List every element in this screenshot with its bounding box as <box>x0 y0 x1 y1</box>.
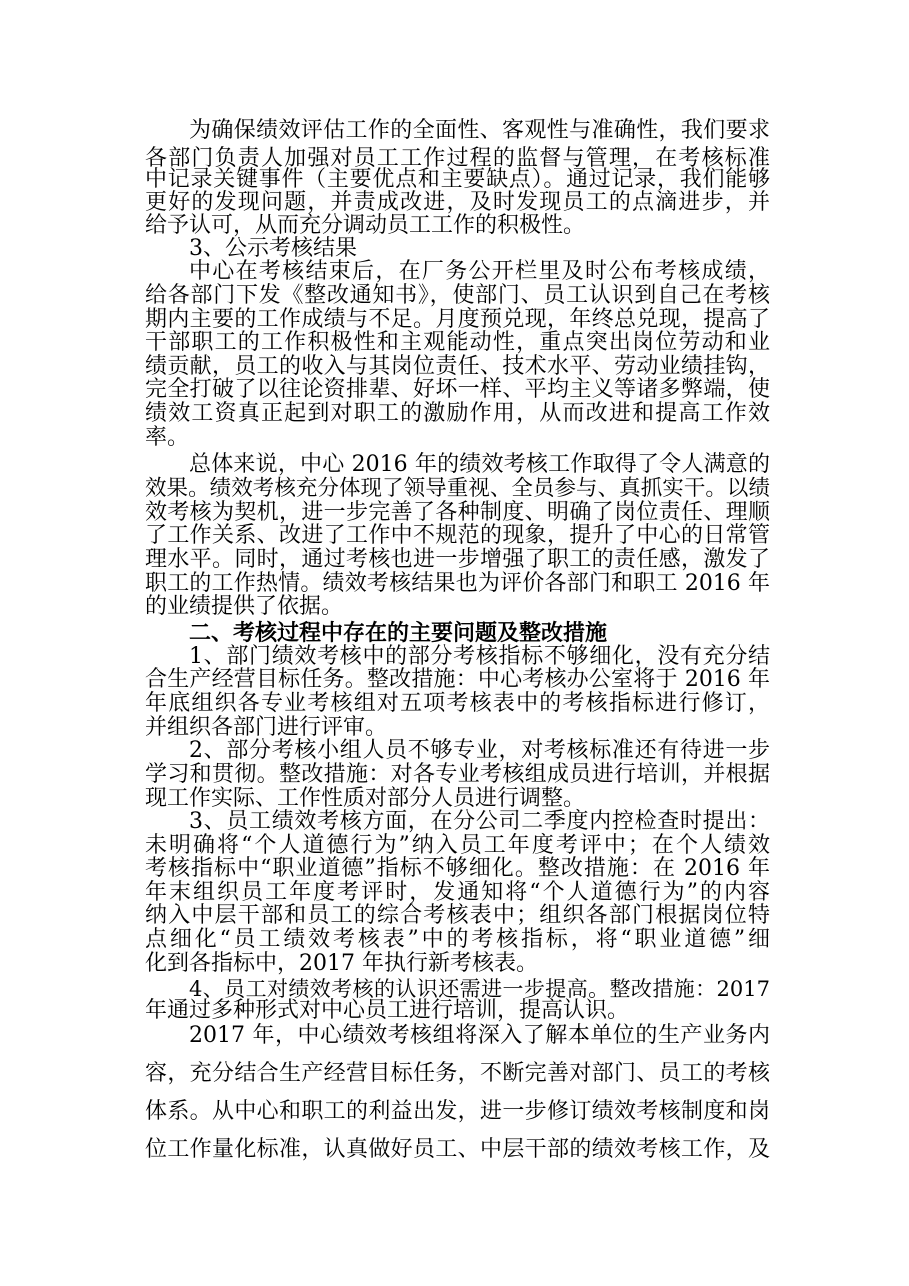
para-1-line-4: 更好的发现问题，并责成改进，及时发现员工的点滴进步，并 <box>145 190 770 215</box>
para-1-line-2: 各部门负责人加强对员工工作过程的监督与管理，在考核标准 <box>145 146 770 171</box>
para-8-line-4: 位工作量化标准，认真做好员工、中层干部的绩效考核工作，及 <box>145 1137 770 1162</box>
para-6-line-1: 3、员工绩效考核方面，在分公司二季度内控检查时提出： <box>189 809 770 834</box>
para-2-line-4: 干部职工的工作积极性和主观能动性，重点突出岗位劳动和业 <box>145 330 770 355</box>
para-3-line-5: 理水平。同时，通过考核也进一步增强了职工的责任感，激发了 <box>145 547 770 572</box>
para-6-line-7: 化到各指标中，2017 年执行新考核表。 <box>145 951 538 976</box>
para-6-line-5: 纳入中层干部和员工的综合考核表中；组织各部门根据岗位特 <box>145 903 770 928</box>
para-1-line-5: 给予认可，从而充分调动员工工作的积极性。 <box>145 213 586 238</box>
para-8-line-2: 容，充分结合生产经营目标任务，不断完善对部门、员工的考核 <box>145 1061 770 1086</box>
para-5-line-3: 现工作实际、工作性质对部分人员进行调整。 <box>145 786 586 811</box>
para-2-line-1: 中心在考核结束后，在厂务公开栏里及时公布考核成绩， <box>189 259 770 284</box>
para-3-line-2: 效果。绩效考核充分体现了领导重视、全员参与、真抓实干。以绩 <box>145 476 770 501</box>
para-7-line-1: 4、员工对绩效考核的认识还需进一步提高。整改措施：2017 <box>189 977 770 1001</box>
para-3-line-6: 职工的工作热情。绩效考核结果也为评价各部门和职工 2016 年 <box>145 571 770 596</box>
para-4-line-4: 并组织各部门进行评审。 <box>145 715 388 740</box>
para-2-line-6: 完全打破了以往论资排辈、好坏一样、平均主义等诸多弊端，使 <box>145 377 770 402</box>
para-2-line-7: 绩效工资真正起到对职工的激励作用，从而改进和提高工作效 <box>145 401 770 426</box>
para-4-line-3: 年底组织各专业考核组对五项考核表中的考核指标进行修订， <box>145 691 770 716</box>
para-4-line-1: 1、部门绩效考核中的部分考核指标不够细化，没有充分结 <box>189 644 770 669</box>
para-8-line-3: 体系。从中心和职工的利益出发，进一步修订绩效考核制度和岗 <box>145 1099 770 1124</box>
para-6-line-4: 年末组织员工年度考评时，发通知将“个人道德行为”的内容 <box>145 880 770 905</box>
section-heading-problems: 二、考核过程中存在的主要问题及整改措施 <box>189 620 608 646</box>
heading-publish-results: 3、公示考核结果 <box>189 236 357 261</box>
para-1-line-3: 中记录关键事件（主要优点和主要缺点）。通过记录，我们能够 <box>145 167 770 192</box>
para-3-line-1: 总体来说，中心 2016 年的绩效考核工作取得了令人满意的 <box>189 452 770 477</box>
para-3-line-7: 的业绩提供了依据。 <box>145 594 344 619</box>
para-6-line-3: 考核指标中“职业道德”指标不够细化。整改措施：在 2016 年 <box>145 856 770 881</box>
para-3-line-4: 了工作关系、改进了工作中不规范的现象，提升了中心的日常管 <box>145 523 770 548</box>
para-7-line-2: 年通过多种形式对中心员工进行培训，提高认识。 <box>145 998 630 1023</box>
para-2-line-8: 率。 <box>145 425 190 450</box>
para-5-line-2: 学习和贯彻。整改措施：对各专业考核组成员进行培训，并根据 <box>145 762 770 787</box>
para-5-line-1: 2、部分考核小组人员不够专业，对考核标准还有待进一步 <box>189 738 770 763</box>
para-4-line-2: 合生产经营目标任务。整改措施：中心考核办公室将于 2016 年 <box>145 667 770 692</box>
para-1-line-1: 为确保绩效评估工作的全面性、客观性与准确性，我们要求 <box>189 118 770 143</box>
para-2-line-3: 期内主要的工作成绩与不足。月度预兑现，年终总兑现，提高了 <box>145 307 770 332</box>
para-2-line-5: 绩贡献，员工的收入与其岗位责任、技术水平、劳动业绩挂钩， <box>145 354 770 379</box>
para-8-line-1: 2017 年，中心绩效考核组将深入了解本单位的生产业务内 <box>189 1023 770 1048</box>
para-6-line-2: 未明确将“个人道德行为”纳入员工年度考评中；在个人绩效 <box>145 833 770 858</box>
para-2-line-2: 给各部门下发《整改通知书》，使部门、员工认识到自己在考核 <box>145 283 770 308</box>
para-6-line-6: 点细化“员工绩效考核表”中的考核指标，将“职业道德”细 <box>145 927 770 952</box>
para-3-line-3: 效考核为契机，进一步完善了各种制度、明确了岗位责任、理顺 <box>145 500 770 525</box>
